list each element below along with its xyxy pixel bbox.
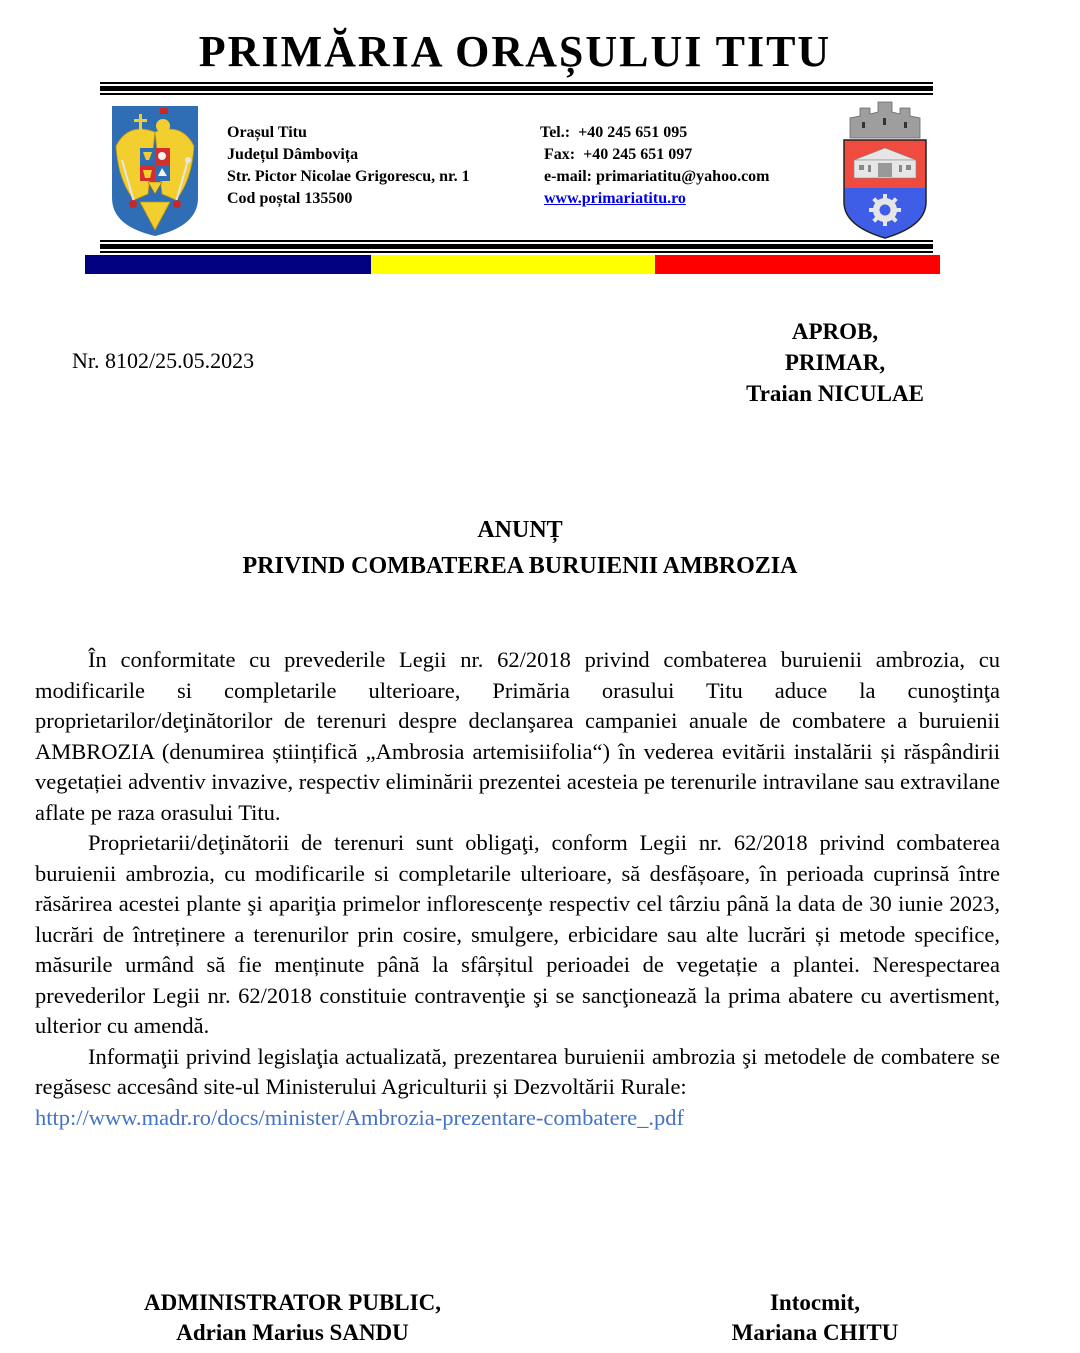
heading-subtitle: PRIVIND COMBATEREA BURUIENII AMBROZIA	[242, 553, 798, 579]
heading-title: ANUNȚ	[477, 517, 563, 543]
address-street: Str. Pictor Nicolae Grigorescu, nr. 1	[227, 168, 470, 185]
signature-prepared-by	[700, 1288, 930, 1348]
address-county: Județul Dâmbovița	[227, 146, 359, 163]
signature-role: Intocmit,	[769, 1290, 861, 1315]
document-number: Nr. 8102/25.05.2023	[72, 348, 255, 373]
approval-block	[705, 316, 965, 409]
address-city: Orașul Titu	[227, 124, 307, 141]
header-divider-bottom	[100, 244, 933, 249]
flag-stripe-blue	[85, 255, 371, 274]
contact-block	[540, 122, 770, 210]
signature-administrator	[110, 1288, 475, 1348]
coat-of-arms-romania-icon	[108, 102, 202, 238]
contact-phone: Tel.: +40 245 651 095	[540, 124, 688, 141]
flag-stripe-red	[655, 255, 940, 274]
contact-fax: Fax: +40 245 651 097	[540, 146, 693, 163]
document-body	[35, 645, 1000, 1133]
document-heading	[0, 512, 1040, 584]
madr-document-link[interactable]: http://www.madr.ro/docs/minister/Ambrozia-prezentare-combatere_.pdf	[35, 1104, 684, 1130]
approval-name: Traian NICULAE	[746, 381, 924, 406]
approval-role: PRIMAR,	[784, 350, 886, 375]
signature-name: Mariana CHITU	[731, 1320, 899, 1345]
paragraph-3: Informaţii privind legislaţia actualizată, prezentarea buruienii ambrozia şi metodele de combatere se regăsesc accesând site-ul Ministerului Agriculturii și Dezvoltării Rurale:	[35, 1043, 1000, 1099]
paragraph-2: Proprietarii/deţinătorii de terenuri sunt obligaţi, conform Legii nr. 62/2018 privind combaterea buruienii ambrozia, cu modificarile si completarile ulterioare, să desfășoare, în perioada cuprinsă între răsărirea acestei plante şi apariţia primelor inflorescenţe respectiv cel târziu până la data de 30 iunie 2023, lucrări de întreținere a terenurilor prin cosire, smulgere, erbicidare sau alte lucrări și metode specifice, măsurile urmând să fie menținute până la sfârșitul perioadei de vegetație a plantei. Nerespectarea prevederilor Legii nr. 62/2018 constituie contravenţie şi se sancţionează la prima abatere cu avertisment, ulterior cu amendă.	[35, 830, 1000, 1038]
coat-of-arms-titu-icon	[840, 98, 930, 240]
contact-email[interactable]: e-mail: primariatitu@yahoo.com	[540, 168, 770, 185]
header-divider-top	[100, 86, 933, 91]
header-divider-top	[100, 93, 933, 95]
header-divider-bottom	[100, 251, 933, 253]
paragraph-1: În conformitate cu prevederile Legii nr. 62/2018 privind combaterea buruienii ambrozia, cu modificarile si completarile ulterioare, Primăria orasului Titu aduce la cunoştinţa proprietarilor/deţinătorilor de terenuri despre declanşarea campaniei anuale de combatere a buruienii AMBROZIA (denumirea științifică „Ambrosia artemisiifolia“) în vederea evitării instalării și răspândirii vegetației adventiv invazive, respectiv eliminării prezentei acesteia pe terenurile intravilane sau extravilane aflate pe raza orasului Titu.	[35, 647, 1000, 825]
flag-stripe-yellow	[371, 255, 655, 274]
signature-role: ADMINISTRATOR PUBLIC,	[144, 1290, 441, 1315]
header-divider-top	[100, 82, 933, 84]
approval-label: APROB,	[791, 319, 879, 344]
page-title: PRIMĂRIA ORAȘULUI TITU	[198, 27, 832, 76]
address-postal-code: Cod poștal 135500	[227, 190, 353, 207]
website-link[interactable]: www.primariatitu.ro	[544, 190, 686, 207]
signature-name: Adrian Marius SANDU	[176, 1320, 409, 1345]
header-divider-bottom	[100, 240, 933, 242]
address-block	[227, 122, 470, 210]
